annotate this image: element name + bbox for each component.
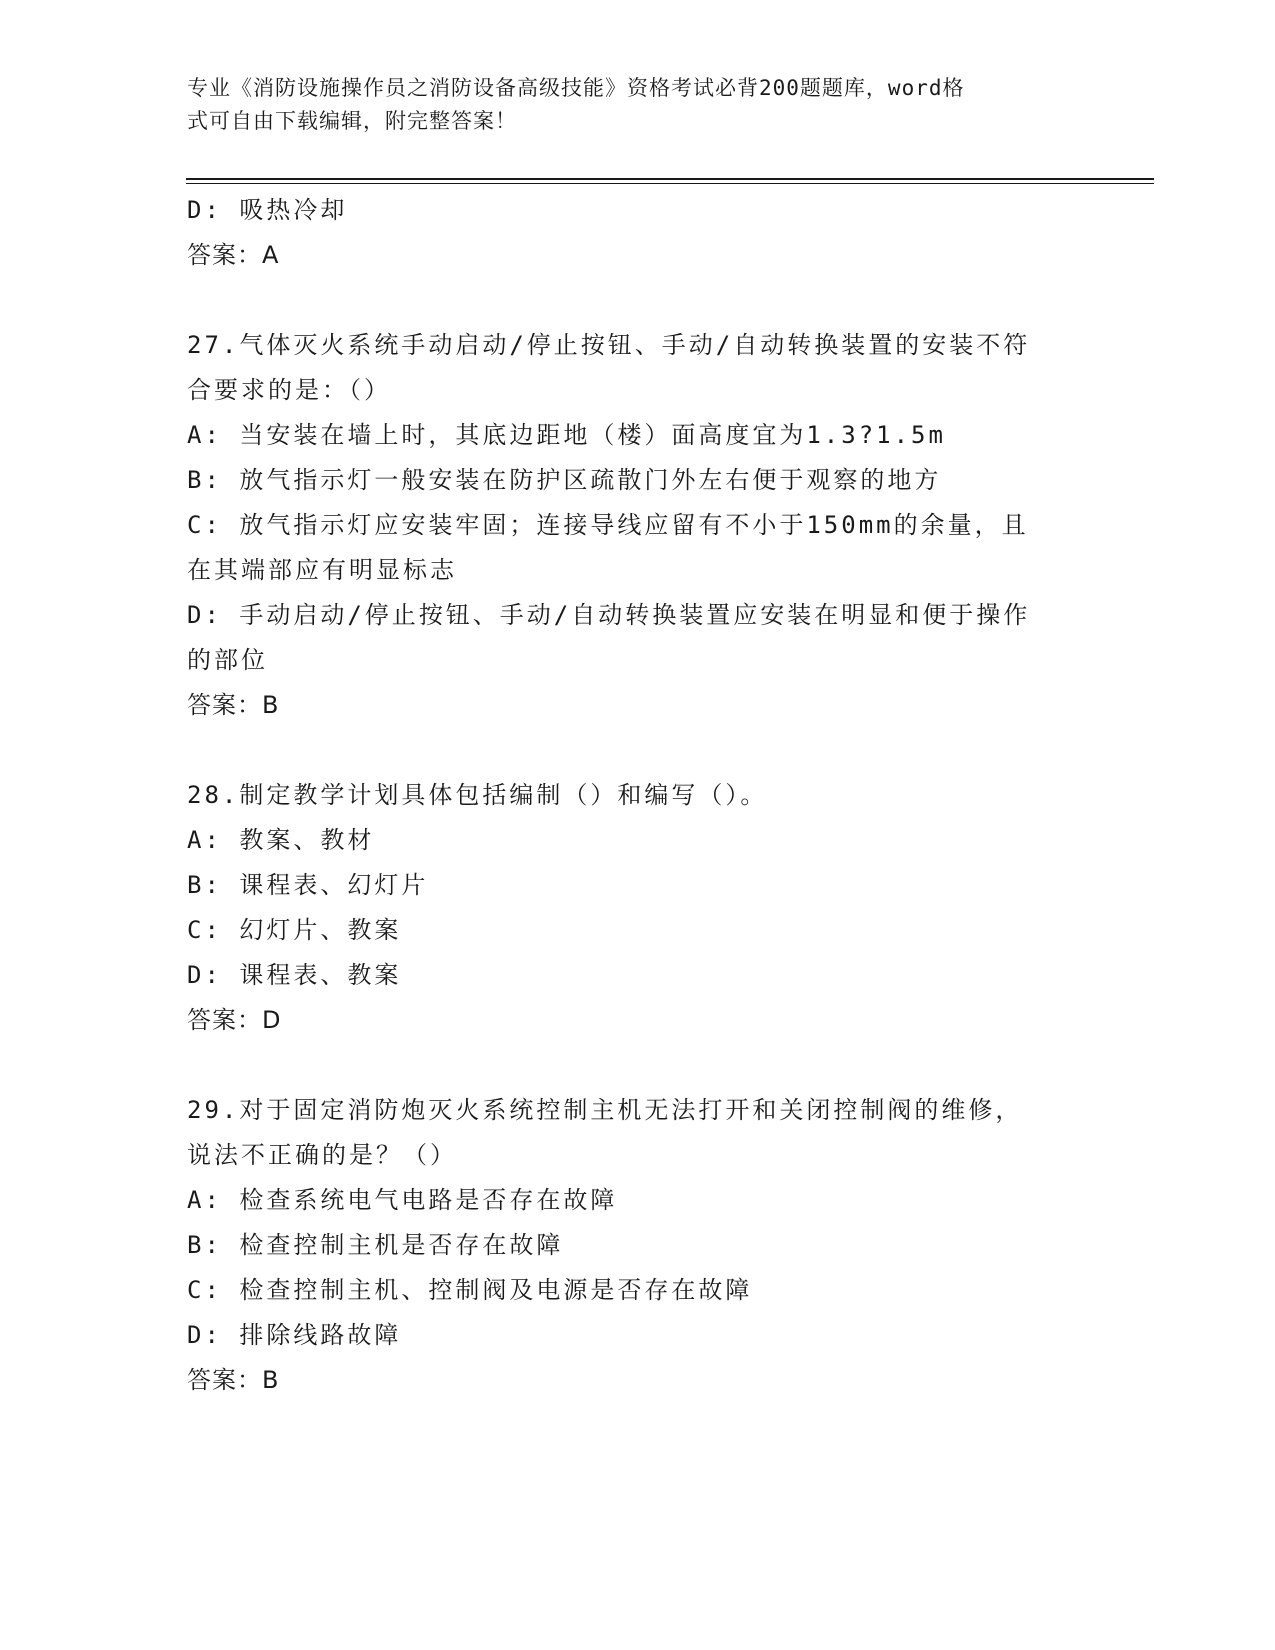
answer: 答案：B	[187, 1366, 280, 1394]
question-stem: 27.气体灭火系统手动启动/停止按钮、手动/自动转换装置的安装不符	[187, 331, 1031, 359]
answer: 答案：D	[187, 1006, 282, 1034]
option-d: D: 吸热冷却	[187, 196, 348, 224]
question-stem-cont: 说法不正确的是？（）	[187, 1141, 457, 1169]
question-29	[187, 1088, 1087, 1403]
header-rule-thick	[186, 178, 1154, 180]
option-d-cont: 的部位	[187, 646, 268, 674]
document-header	[187, 72, 1067, 138]
question-26-tail	[187, 188, 1087, 278]
option-d: D: 手动启动/停止按钮、手动/自动转换装置应安装在明显和便于操作	[187, 601, 1031, 629]
question-stem: 29.对于固定消防炮灭火系统控制主机无法打开和关闭控制阀的维修，	[187, 1096, 1023, 1124]
option-d: D: 排除线路故障	[187, 1321, 402, 1349]
option-a: A: 当安装在墙上时，其底边距地（楼）面高度宜为1.3?1.5m	[187, 421, 946, 449]
option-b: B: 课程表、幻灯片	[187, 871, 429, 899]
question-list	[187, 188, 1087, 1403]
header-line-1: 专业《消防设施操作员之消防设备高级技能》资格考试必背200题题库，word格	[187, 76, 965, 100]
answer: 答案：B	[187, 691, 280, 719]
option-c: C: 放气指示灯应安装牢固；连接导线应留有不小于150mm的余量，且	[187, 511, 1029, 539]
answer: 答案：A	[187, 241, 280, 269]
header-rule-thin	[186, 183, 1154, 184]
question-27	[187, 323, 1087, 728]
option-a: A: 教案、教材	[187, 826, 375, 854]
question-28	[187, 773, 1087, 1043]
option-c: C: 幻灯片、教案	[187, 916, 402, 944]
option-a: A: 检查系统电气电路是否存在故障	[187, 1186, 618, 1214]
question-stem: 28.制定教学计划具体包括编制（）和编写（）。	[187, 781, 768, 809]
option-b: B: 检查控制主机是否存在故障	[187, 1231, 564, 1259]
option-d: D: 课程表、教案	[187, 961, 402, 989]
header-line-2: 式可自由下载编辑，附完整答案！	[187, 109, 517, 133]
option-b: B: 放气指示灯一般安装在防护区疏散门外左右便于观察的地方	[187, 466, 942, 494]
option-c-cont: 在其端部应有明显标志	[187, 556, 457, 584]
question-stem-cont: 合要求的是：（）	[187, 376, 391, 404]
option-c: C: 检查控制主机、控制阀及电源是否存在故障	[187, 1276, 753, 1304]
